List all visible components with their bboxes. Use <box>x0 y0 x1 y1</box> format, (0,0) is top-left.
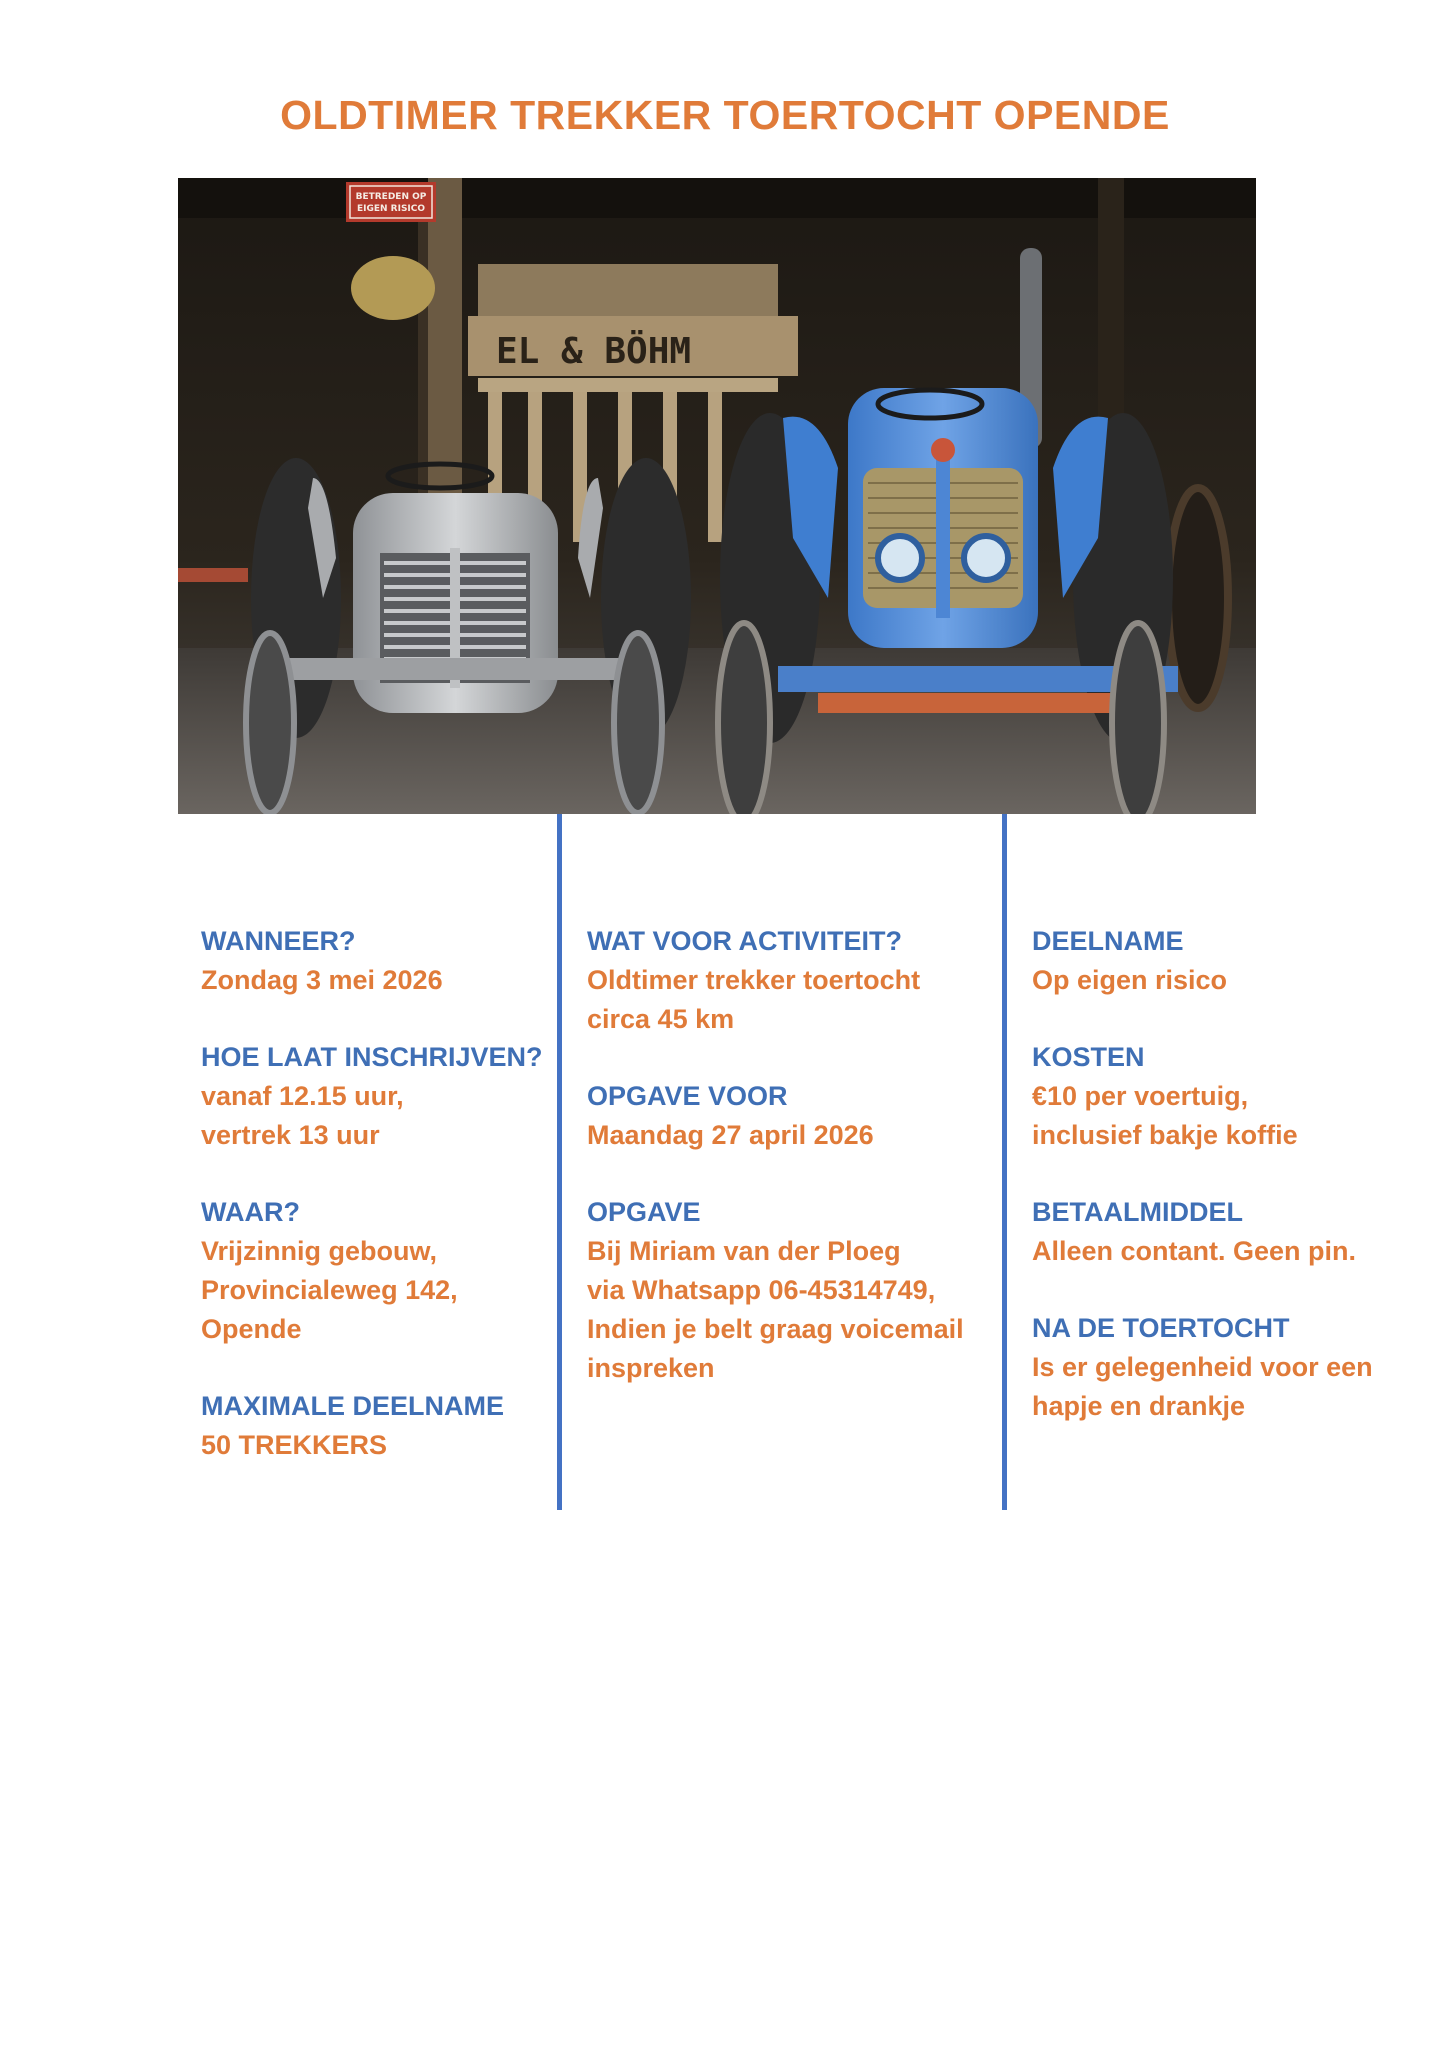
info-value: Indien je belt graag voicemail <box>587 1314 964 1344</box>
info-value: Maandag 27 april 2026 <box>587 1120 874 1150</box>
column-divider-left <box>557 814 562 1510</box>
info-block-activity <box>587 922 992 1039</box>
info-value: €10 per voertuig, <box>1032 1081 1249 1111</box>
info-block-registration <box>587 1193 992 1388</box>
info-value: inspreken <box>587 1353 715 1383</box>
info-block-max-participation <box>201 1387 546 1465</box>
column-divider-right <box>1002 814 1007 1510</box>
info-value: Op eigen risico <box>1032 965 1228 995</box>
info-label: MAXIMALE DEELNAME <box>201 1391 504 1421</box>
info-column-middle <box>587 922 992 1426</box>
info-block-when <box>201 922 546 1000</box>
info-column-left <box>201 922 546 1503</box>
info-value: via Whatsapp 06-45314749, <box>587 1275 936 1305</box>
sign-line-1: BETREDEN OP <box>355 192 427 202</box>
info-value: Bij Miriam van der Ploeg <box>587 1236 901 1266</box>
info-value: hapje en drankje <box>1032 1391 1246 1421</box>
info-label: WAAR? <box>201 1197 300 1227</box>
info-value: Provincialeweg 142, <box>201 1275 458 1305</box>
info-label: OPGAVE VOOR <box>587 1081 788 1111</box>
info-block-costs <box>1032 1038 1442 1155</box>
info-value: Alleen contant. Geen pin. <box>1032 1236 1357 1266</box>
info-block-payment <box>1032 1193 1442 1271</box>
info-column-right <box>1032 922 1442 1464</box>
info-value: Opende <box>201 1314 302 1344</box>
info-block-register-before <box>587 1077 992 1155</box>
info-value: Vrijzinnig gebouw, <box>201 1236 437 1266</box>
wagon-lettering: EL & BÖHM <box>496 331 692 372</box>
page-title: OLDTIMER TREKKER TOERTOCHT OPENDE <box>280 92 1170 138</box>
info-label: KOSTEN <box>1032 1042 1145 1072</box>
info-value: inclusief bakje koffie <box>1032 1120 1298 1150</box>
info-block-where <box>201 1193 546 1349</box>
info-value: Zondag 3 mei 2026 <box>201 965 443 995</box>
info-value: 50 TREKKERS <box>201 1430 388 1460</box>
info-block-participation <box>1032 922 1442 1000</box>
info-label: NA DE TOERTOCHT <box>1032 1313 1290 1343</box>
info-value: Oldtimer trekker toertocht <box>587 965 921 995</box>
info-block-after-tour <box>1032 1309 1442 1426</box>
info-value: vertrek 13 uur <box>201 1120 380 1150</box>
info-label: BETAALMIDDEL <box>1032 1197 1243 1227</box>
info-label: OPGAVE <box>587 1197 701 1227</box>
info-label: DEELNAME <box>1032 926 1184 956</box>
sign-line-2: EIGEN RISICO <box>356 204 426 214</box>
info-value: circa 45 km <box>587 1004 735 1034</box>
info-label: WANNEER? <box>201 926 356 956</box>
info-block-registration-time <box>201 1038 546 1155</box>
info-value: Is er gelegenheid voor een <box>1032 1352 1373 1382</box>
info-value: vanaf 12.15 uur, <box>201 1081 404 1111</box>
info-label: HOE LAAT INSCHRIJVEN? <box>201 1042 543 1072</box>
tractor-photo <box>178 178 1256 814</box>
info-label: WAT VOOR ACTIVITEIT? <box>587 926 902 956</box>
